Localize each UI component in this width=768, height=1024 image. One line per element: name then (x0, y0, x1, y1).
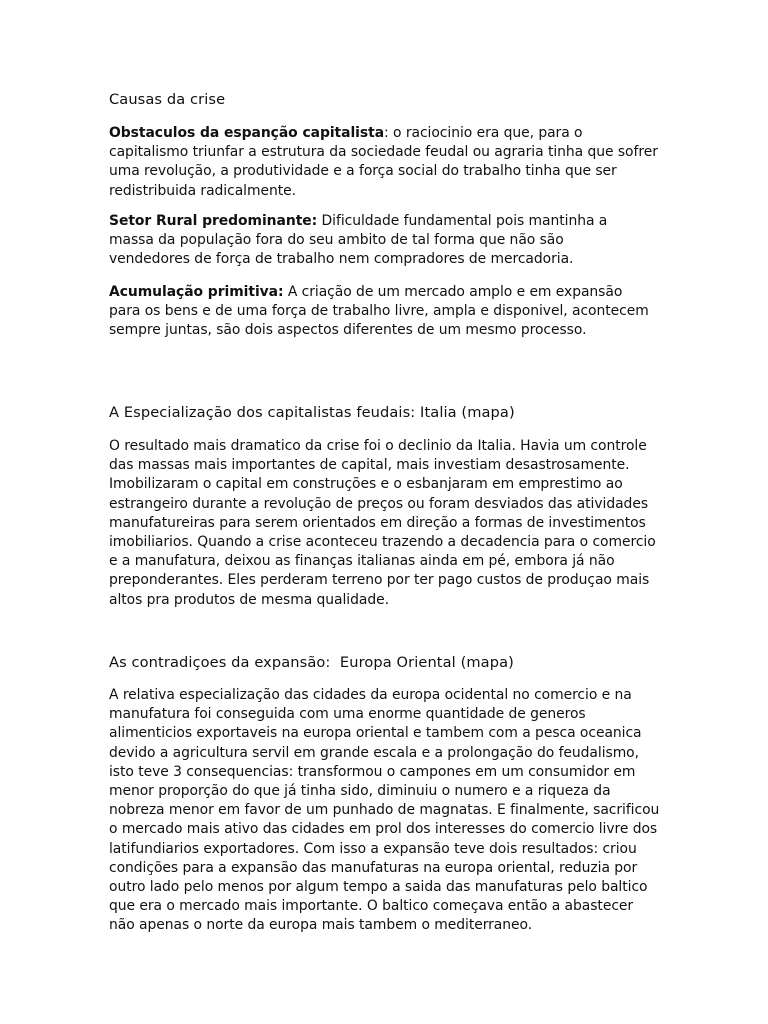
paragraph-europa-oriental: A relativa especialização das cidades da europa ocidental no comercio e na manufatura foi conseguida com uma enorme quantidade de generos alimenticios exportaveis na europa oriental e tambem com a pesca oceanica devido a agricultura servil em grande escala e a prolongação do feudalismo, isto teve 3 consequencias: transformou o campones em um consumidor em menor proporção do que já tinha sido, diminuiu o numero e a riqueza da nobreza menor em favor de um punhado de magnatas. E finalmente, sacrificou o mercado mais ativo das cidades em prol dos interesses do comercio livre dos latifundiarios exportadores. Com isso a expansão teve dois resultados: criou condições para a expansão das manufaturas na europa oriental, reduzia por outro lado pelo menos por algum tempo a saida das manufaturas pelo baltico que era o mercado mais importante. O baltico começava então a abastecer não apenas o norte da europa mais tambem o mediterraneo. (109, 687, 660, 934)
term-setor-rural: Setor Rural predominante: (109, 213, 318, 229)
section-title-causas: Causas da crise (109, 91, 226, 108)
paragraph-acumulacao (109, 283, 654, 341)
text-acumulacao: A criação de um mercado amplo e em expansão para os bens e de uma força de trabalho livre, ampla e disponivel, acontecem sempre juntas, são dois aspectos diferentes de um mesmo processo. (109, 284, 649, 339)
text-obstaculos: : o raciocinio era que, para o capitalismo triunfar a estrutura da sociedade feudal ou agraria tinha que sofrer uma revolução, a produtividade e a força social do trabalho tinha que ser redistribuida radicalmente. (109, 125, 658, 199)
text-setor-rural: Dificuldade fundamental pois mantinha a massa da população fora do seu ambito de tal forma que não são vendedores de força de trabalho nem compradores de mercadoria. (109, 213, 608, 268)
section-title-italia: A Especialização dos capitalistas feudais: Italia (mapa) (109, 404, 515, 421)
term-obstaculos: Obstaculos da espanção capitalista (109, 125, 385, 141)
paragraph-setor-rural (109, 212, 644, 270)
term-acumulacao: Acumulação primitiva: (109, 284, 284, 300)
paragraph-italia: O resultado mais dramatico da crise foi o declinio da Italia. Havia um controle das massas mais importantes de capital, mais investiam desastrosamente. Imobilizaram o capital em construções e o esbanjaram em emprestimo ao estrangeiro durante a revolução de preços ou foram desviados das atividades manufatureiras para serem orientados em direção a formas de investimentos imobiliarios. Quando a crise aconteceu trazendo a decadencia para o comercio e a manufatura, deixou as finanças italianas ainda em pé, embora já não preponderantes. Eles perderam terreno por ter pago custos de produçao mais altos pra produtos de mesma qualidade. (109, 438, 656, 608)
paragraph-obstaculos (109, 124, 664, 201)
section-title-europa-oriental: As contradiçoes da expansão: Europa Oriental (mapa) (109, 654, 514, 671)
